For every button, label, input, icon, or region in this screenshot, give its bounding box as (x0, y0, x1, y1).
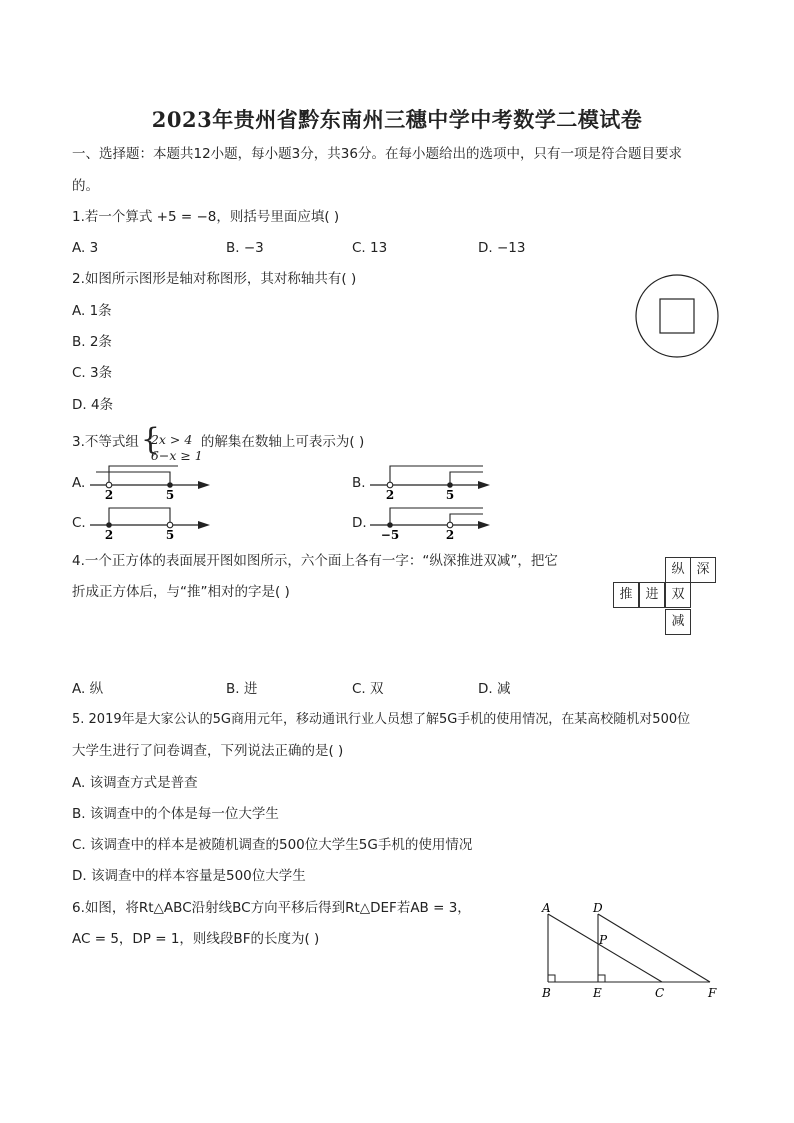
q4-stem-line1: 4.一个正方体的表面展开图如图所示，六个面上各有一字：“纵深推进双减”，把它 (72, 553, 558, 569)
net-face-shen: 深 (690, 557, 716, 583)
q1-stem: 1.若一个算式 +5 = −8，则括号里面应填( ) (72, 209, 340, 225)
q6-stem-line1: 6.如图，将Rt△ABC沿射线BC方向平移后得到Rt△DEF若AB = 3， (72, 900, 471, 916)
q1-option-c: C. 13 (352, 240, 388, 256)
q5-option-d: D. 该调查中的样本容量是500位大学生 (72, 868, 306, 884)
q3-b-tick-2: 2 (385, 488, 395, 502)
q5-stem-line2: 大学生进行了问卷调查，下列说法正确的是( ) (72, 743, 344, 759)
q2-option-b: B. 2条 (72, 334, 112, 350)
q6-label-p: P (599, 933, 608, 947)
q4-option-d: D. 减 (478, 681, 511, 697)
q3-numberline-a (88, 460, 216, 502)
q5-stem-line1: 5. 2019年是大家公认的5G商用元年，移动通讯行业人员想了解5G手机的使用情况，在某高校随机对500位 (72, 712, 691, 727)
q4-option-a: A. 纵 (72, 681, 104, 697)
q5-option-a: A. 该调查方式是普查 (72, 775, 198, 791)
q2-stem: 2.如图所示图形是轴对称图形，其对称轴共有( ) (72, 271, 357, 287)
q3-system-row2: 6−x ≥ 1 (150, 448, 203, 463)
q3-system-row1: 2x > 4 (150, 432, 193, 447)
section-heading-line1: 一、选择题：本题共12小题，每小题3分，共36分。在每小题给出的选项中，只有一项是符合题目要求 (72, 146, 682, 162)
q4-option-c: C. 双 (352, 681, 384, 697)
q6-label-d: D (593, 901, 603, 915)
q3-stem-suffix: 的解集在数轴上可表示为( ) (200, 434, 365, 450)
net-face-zong: 纵 (665, 557, 691, 583)
q6-label-e: E (593, 986, 602, 1000)
q3-stem (72, 422, 365, 463)
q3-numberline-d (368, 500, 496, 542)
q3-stem-prefix: 3.不等式组 (72, 434, 139, 450)
brace-symbol: { (140, 422, 160, 457)
q1-option-b: B. −3 (226, 240, 264, 256)
q1-option-d: D. −13 (478, 240, 526, 256)
q2-option-c: C. 3条 (72, 365, 113, 381)
q3-a-tick-5: 5 (165, 488, 175, 502)
q3-option-a-letter: A. (72, 475, 86, 491)
q6-label-b: B (542, 986, 551, 1000)
q3-d-tick-2: 2 (445, 528, 455, 542)
net-face-jian: 减 (665, 609, 691, 635)
q3-c-tick-5: 5 (165, 528, 175, 542)
q1-option-a: A. 3 (72, 240, 99, 256)
q3-d-tick-neg5: −5 (380, 528, 400, 542)
q3-b-tick-5: 5 (445, 488, 455, 502)
q3-numberline-b (368, 460, 496, 502)
q2-option-a: A. 1条 (72, 303, 112, 319)
section-heading-line2: 的。 (72, 178, 99, 194)
q2-option-d: D. 4条 (72, 397, 114, 413)
q6-label-a: A (542, 901, 551, 915)
q6-translation-figure (536, 898, 726, 1002)
net-face-shuang: 双 (665, 582, 691, 608)
q3-option-b-letter: B. (352, 475, 366, 491)
q4-stem-line2: 折成正方体后，与“推”相对的字是( ) (72, 584, 290, 600)
q4-option-b: B. 进 (226, 681, 258, 697)
q5-option-c: C. 该调查中的样本是被随机调查的500位大学生5G手机的使用情况 (72, 837, 473, 853)
q3-option-d-letter: D. (352, 515, 367, 531)
q2-figure-circle-square (634, 273, 720, 359)
net-face-tui: 推 (613, 582, 639, 608)
q6-label-c: C (655, 986, 665, 1000)
q3-c-tick-2: 2 (104, 528, 114, 542)
q3-a-tick-2: 2 (104, 488, 114, 502)
q3-inequality-system (140, 422, 203, 463)
q6-stem-line2: AC = 5，DP = 1，则线段BF的长度为( ) (72, 931, 320, 947)
q3-option-c-letter: C. (72, 515, 86, 531)
page-title: 2023年贵州省黔东南州三穗中学中考数学二模试卷 (151, 107, 643, 132)
q6-label-f: F (708, 986, 717, 1000)
net-face-jin: 进 (639, 582, 665, 608)
q3-numberline-c (88, 500, 216, 542)
q5-option-b: B. 该调查中的个体是每一位大学生 (72, 806, 279, 822)
